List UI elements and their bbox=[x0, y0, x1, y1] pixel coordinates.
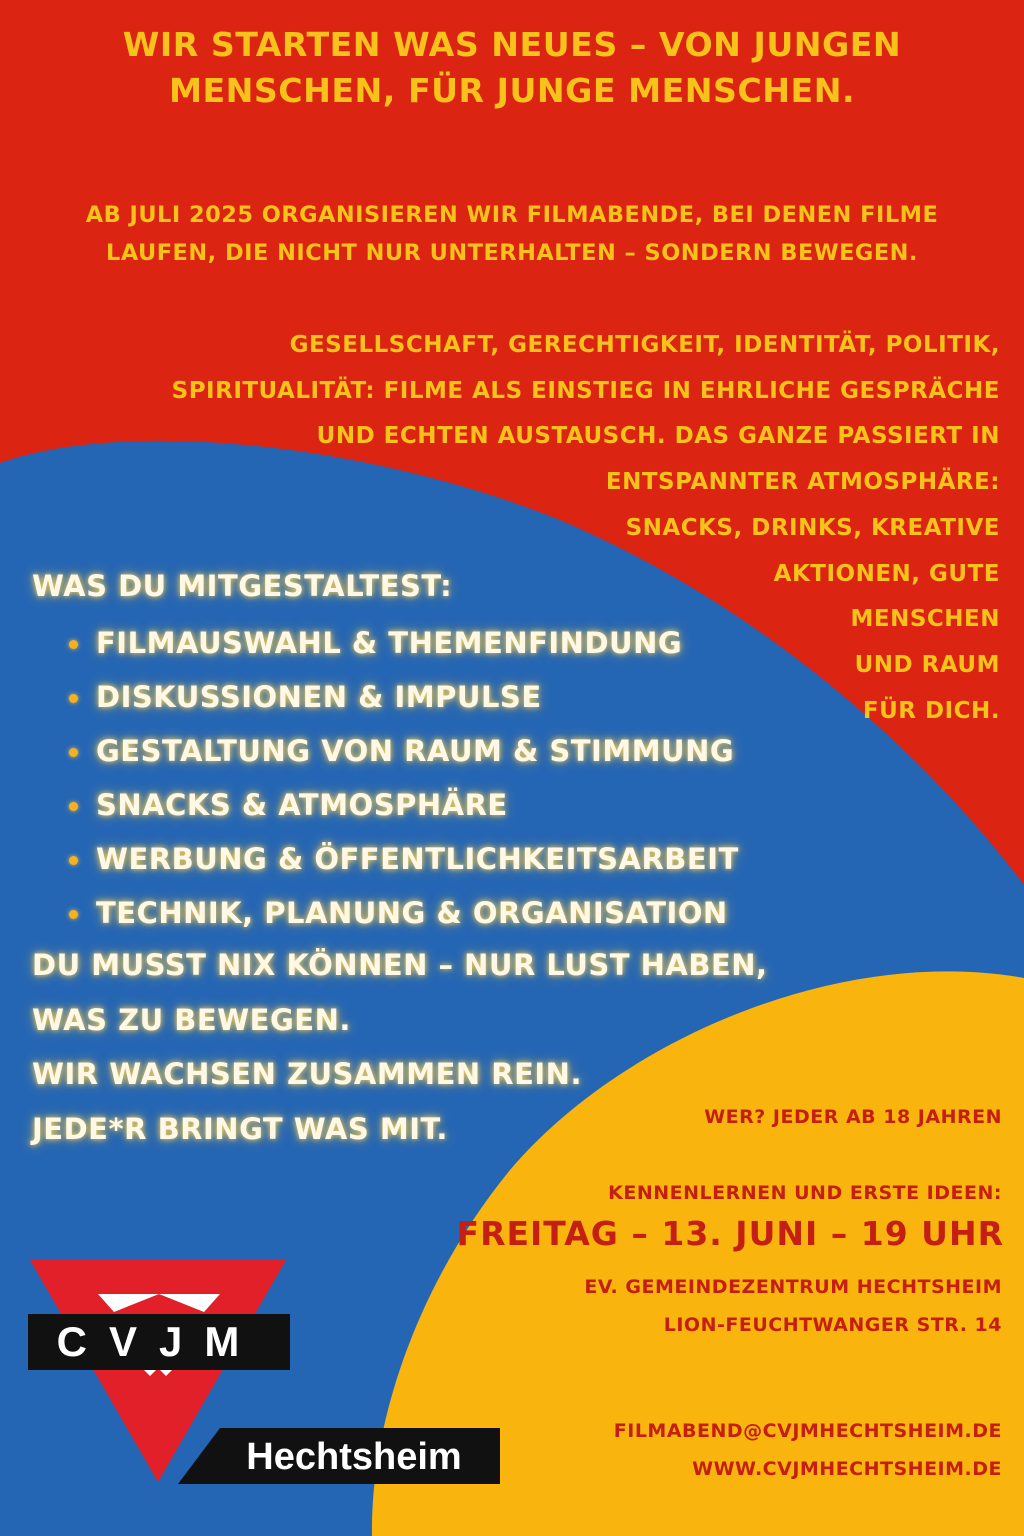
closing-line: WAS ZU BEWEGEN. bbox=[32, 1002, 351, 1037]
topics-line: UND ECHTEN AUSTAUSCH. DAS GANZE PASSIERT IN bbox=[316, 423, 1000, 450]
topics-line: UND RAUM bbox=[854, 651, 1000, 678]
event-label: KENNENLERNEN UND ERSTE IDEEN: bbox=[608, 1182, 1002, 1204]
audience-text: WER? JEDER AB 18 JAHREN bbox=[704, 1106, 1002, 1128]
topics-line: MENSCHEN bbox=[850, 606, 1000, 633]
participation-title: WAS DU MITGESTALTEST: bbox=[32, 569, 453, 603]
cvjm-logo bbox=[26, 1258, 504, 1490]
list-item: DISKUSSIONEN & IMPULSE bbox=[66, 670, 739, 724]
topics-line: ENTSPANNTER ATMOSPHÄRE: bbox=[605, 469, 1000, 496]
list-item: SNACKS & ATMOSPHÄRE bbox=[66, 778, 739, 832]
headline-line: WIR STARTEN WAS NEUES – VON JUNGEN bbox=[122, 25, 902, 64]
logo-location-text: Hechtsheim bbox=[246, 1436, 462, 1478]
intro-text bbox=[0, 196, 1024, 272]
intro-line: AB JULI 2025 ORGANISIEREN WIR FILMABENDE, BEI DENEN FILME bbox=[85, 202, 939, 228]
topics-line: GESELLSCHAFT, GERECHTIGKEIT, IDENTITÄT, POLITIK, bbox=[289, 332, 1000, 358]
venue-name: EV. GEMEINDEZENTRUM HECHTSHEIM bbox=[584, 1276, 1002, 1298]
event-date: FREITAG – 13. JUNI – 19 UHR bbox=[456, 1214, 1004, 1253]
closing-line: WIR WACHSEN ZUSAMMEN REIN. bbox=[32, 1057, 582, 1091]
participation-list bbox=[66, 616, 739, 940]
headline bbox=[0, 22, 1024, 114]
contact-info bbox=[614, 1412, 1002, 1488]
event-location bbox=[584, 1268, 1002, 1344]
list-item: WERBUNG & ÖFFENTLICHKEITSARBEIT bbox=[66, 832, 739, 886]
closing-line: DU MUSST NIX KÖNNEN – NUR LUST HABEN, bbox=[32, 948, 768, 982]
list-item: FILMAUSWAHL & THEMENFINDUNG bbox=[66, 616, 739, 670]
website-link[interactable]: WWW.CVJMHECHTSHEIM.DE bbox=[692, 1458, 1002, 1480]
headline-line: MENSCHEN, FÜR JUNGE MENSCHEN. bbox=[168, 71, 856, 110]
topics-line: SPIRITUALITÄT: FILME ALS EINSTIEG IN EHRLICHE GESPRÄCHE bbox=[171, 377, 1000, 404]
list-item: GESTALTUNG VON RAUM & STIMMUNG bbox=[66, 724, 739, 778]
topics-line: SNACKS, DRINKS, KREATIVE bbox=[625, 514, 1000, 541]
logo-cvjm-text: CVJM bbox=[56, 1318, 262, 1365]
closing-text bbox=[32, 938, 768, 1156]
closing-line: JEDE*R BRINGT WAS MIT. bbox=[32, 1111, 448, 1146]
topics-line: FÜR DICH. bbox=[862, 697, 1000, 724]
email-link[interactable]: FILMABEND@CVJMHECHTSHEIM.DE bbox=[613, 1420, 1002, 1442]
intro-line: LAUFEN, DIE NICHT NUR UNTERHALTEN – SONDERN BEWEGEN. bbox=[106, 240, 918, 266]
topics-line: AKTIONEN, GUTE bbox=[773, 560, 1000, 587]
list-item: TECHNIK, PLANUNG & ORGANISATION bbox=[66, 886, 739, 940]
venue-address: LION-FEUCHTWANGER STR. 14 bbox=[663, 1314, 1002, 1336]
